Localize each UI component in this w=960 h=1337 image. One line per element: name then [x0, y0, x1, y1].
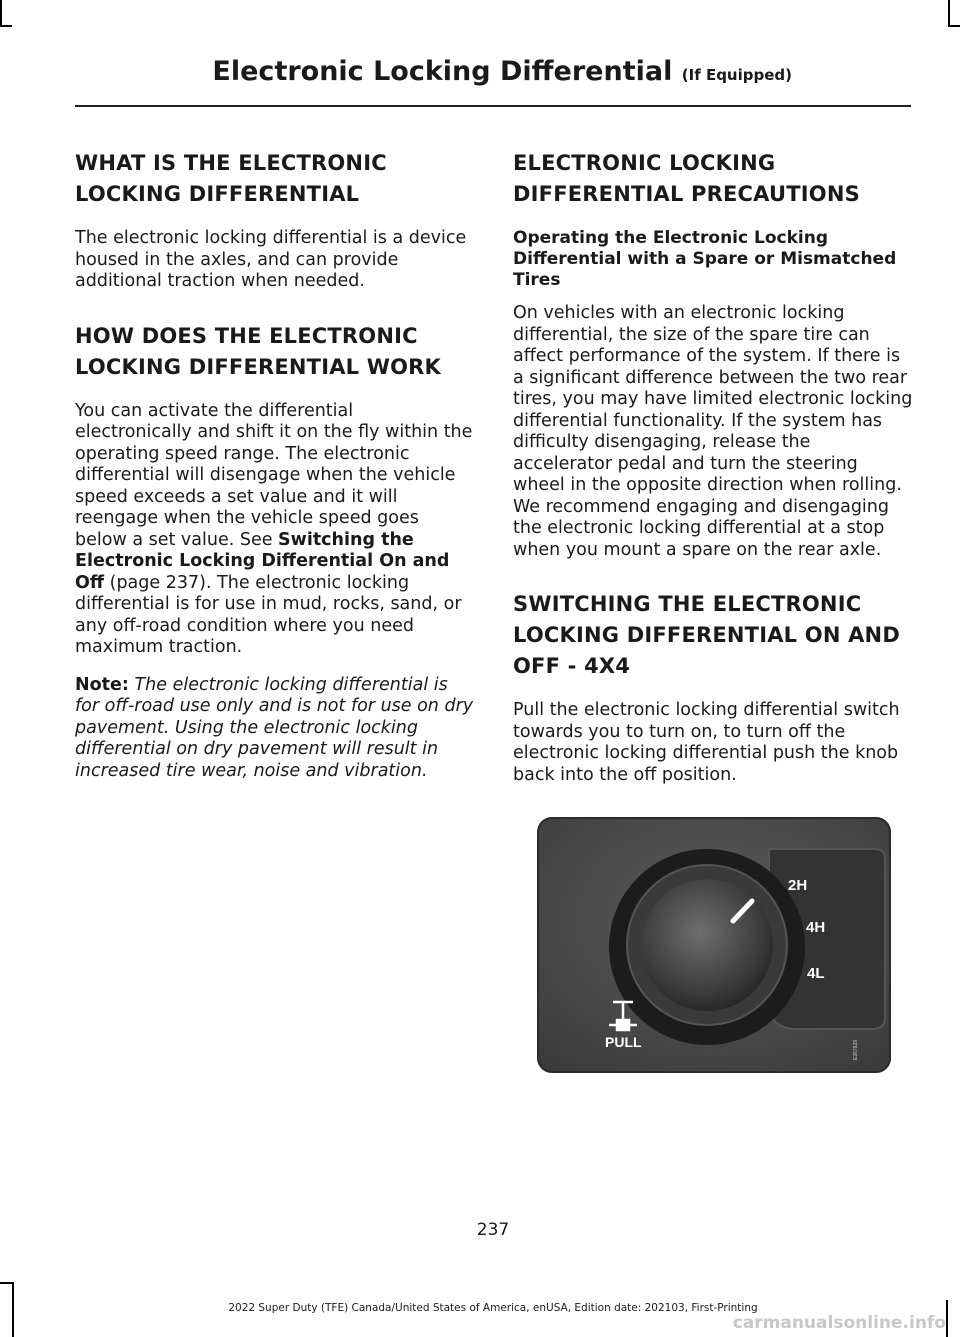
label-4h: 4H — [806, 919, 826, 936]
watermark: carmanualsonline.info — [732, 1313, 946, 1333]
heading-precautions: ELECTRONIC LOCKING DIFFERENTIAL PRECAUTIONS — [513, 151, 860, 206]
cross-reference-link[interactable]: Switching the Electronic Locking Differential On and Off — [75, 529, 450, 593]
crop-mark — [0, 0, 2, 26]
paragraph-spare-tires: On vehicles with an electronic locking differential, the size of the spare tire can affect performance of the system. If there is a significant difference between the two rear tires, you may have limited electronic locking differential functionality. If the system has difficulty disengaging, release the accelerator pedal and turn the steering wheel in the opposite direction when rolling. We recommend engaging and disengaging the electronic locking differential at a stop when you mount a spare on the rear axle. — [513, 303, 913, 560]
crop-mark — [0, 1282, 12, 1284]
note-paragraph — [75, 675, 475, 783]
header-subtitle: (If Equipped) — [681, 66, 792, 84]
crop-mark — [948, 25, 960, 27]
label-4l: 4L — [807, 965, 825, 982]
knob-face — [641, 879, 773, 1011]
right-column — [513, 148, 913, 802]
left-column — [75, 148, 475, 798]
note-text: The electronic locking differential is for off-road use only and is not for use on dry pavement. Using the electronic locking differential on dry pavement will result in increased tire wear, noise and vibration. — [75, 674, 474, 781]
label-pull: PULL — [605, 1034, 642, 1050]
heading-how-does: HOW DOES THE ELECTRONIC LOCKING DIFFERENTIAL WORK — [75, 323, 442, 379]
page-footer: 2022 Super Duty (TFE) Canada/United States of America, enUSA, Edition date: 202103, First-Printing — [228, 1302, 758, 1314]
paragraph-how-does-a: You can activate the differential electronically and shift it on the fly within the operating speed range. The electronic differential will disengage when the vehicle speed exceeds a set value and it will reengage when the vehicle speed goes below a set value. See — [75, 400, 473, 550]
paragraph-how-does-b: (page 237). The electronic locking differential is for use in mud, rocks, sand, or any off-road condition where you need maximum traction. — [75, 572, 462, 657]
subheading-spare-tires: Operating the Electronic Locking Differential with a Spare or Mismatched Tires — [513, 228, 897, 290]
crop-mark — [948, 0, 950, 26]
figure-id: E267929 — [853, 1039, 859, 1060]
label-2h: 2H — [788, 877, 808, 894]
heading-what-is: WHAT IS THE ELECTRONIC LOCKING DIFFERENTIAL — [75, 151, 387, 206]
differential-switch-figure — [537, 817, 891, 1073]
page-header-title — [212, 56, 792, 87]
paragraph-what-is: The electronic locking differential is a device housed in the axles, and can provide additional traction when needed. — [75, 228, 467, 291]
crop-mark — [0, 25, 12, 27]
paragraph-switching: Pull the electronic locking differential switch towards you to turn on, to turn off the electronic locking differential push the knob back into the off position. — [513, 700, 900, 785]
page-number: 237 — [476, 1220, 510, 1240]
heading-switching: SWITCHING THE ELECTRONIC LOCKING DIFFERENTIAL ON AND OFF - 4X4 — [513, 592, 900, 678]
header-rule — [75, 105, 911, 107]
header-title-text: Electronic Locking Differential — [212, 56, 673, 87]
note-label: Note: — [75, 674, 129, 695]
paragraph-how-does — [75, 401, 475, 659]
